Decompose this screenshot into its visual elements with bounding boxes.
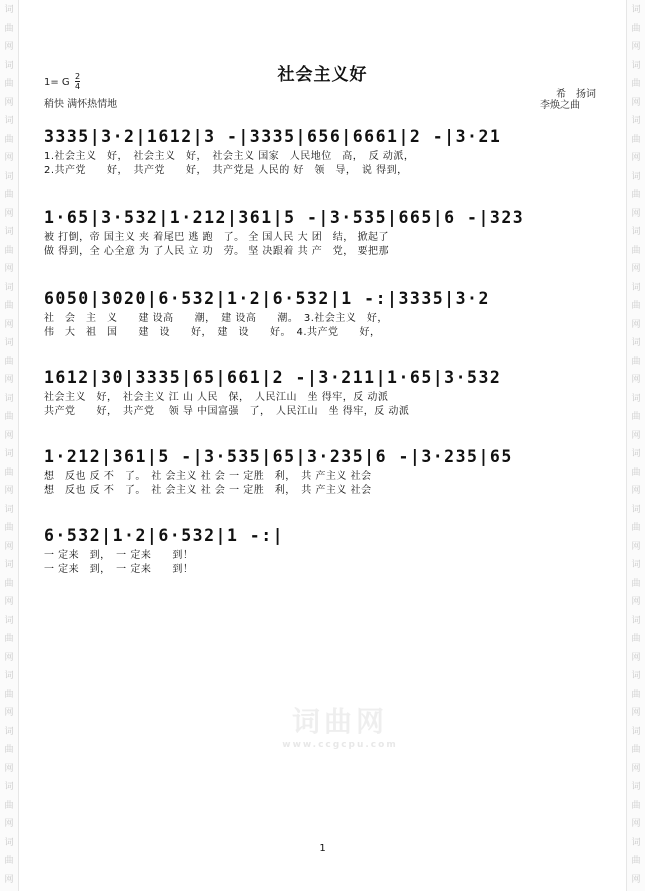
- watermark-glyph: 网: [631, 319, 641, 330]
- numbered-notation: 3335|3·2|1612|3 -|3335|656|6661|2 -|3·21: [44, 127, 502, 146]
- watermark-glyph: 词: [631, 393, 641, 404]
- watermark-glyph: 词: [4, 615, 14, 626]
- time-signature: [75, 72, 80, 91]
- watermark-glyph: 网: [631, 763, 641, 774]
- watermark-glyph: 曲: [631, 745, 641, 755]
- watermark-glyph: 曲: [631, 689, 641, 700]
- numbered-notation: 1·65|3·532|1·212|361|5 -|3·535|665|6 -|323: [44, 208, 525, 227]
- watermark-glyph: 曲: [631, 190, 641, 200]
- watermark-glyph: 网: [4, 430, 14, 441]
- watermark-glyph: 曲: [4, 79, 14, 89]
- watermark-glyph: 曲: [4, 412, 14, 422]
- numbered-notation: 6·532|1·2|6·532|1 -:|: [44, 526, 285, 545]
- watermark-glyph: 词: [4, 560, 14, 570]
- numbered-notation: 6050|3020|6·532|1·2|6·532|1 -:|3335|3·2: [44, 289, 490, 308]
- watermark-glyph: 词: [631, 837, 641, 848]
- music-row: [44, 444, 602, 498]
- watermark-glyph: 曲: [4, 800, 14, 811]
- watermark-glyph: 曲: [631, 856, 641, 866]
- watermark-glyph: 网: [4, 652, 14, 663]
- watermark-glyph: 网: [631, 208, 641, 219]
- watermark-glyph: 曲: [4, 134, 14, 145]
- watermark-glyph: 词: [4, 5, 14, 15]
- page-number: 1: [319, 843, 326, 854]
- watermark-glyph: 词: [4, 60, 14, 71]
- tempo-marking: 稍快 满怀热情地: [44, 99, 118, 110]
- music-row: [44, 286, 602, 340]
- watermark-glyph: 曲: [631, 79, 641, 89]
- watermark-glyph: 曲: [4, 745, 14, 755]
- watermark-glyph: 词: [4, 837, 14, 848]
- watermark-glyph: 网: [631, 874, 641, 885]
- composer-credit: 李焕之曲: [540, 100, 580, 111]
- music-row: [44, 205, 602, 259]
- lyric-line-1: 一 定来 到， 一 定来 到！: [44, 550, 194, 561]
- watermark-glyph: 曲: [4, 856, 14, 866]
- watermark-glyph: 曲: [631, 634, 641, 644]
- watermark-glyph: 曲: [4, 467, 14, 478]
- watermark-glyph: 词: [631, 116, 641, 126]
- watermark-glyph: 词: [4, 227, 14, 237]
- watermark-glyph: 网: [4, 97, 14, 108]
- watermark-glyph: 词: [631, 671, 641, 681]
- watermark-glyph: 曲: [4, 301, 14, 311]
- watermark-glyph: 词: [631, 449, 641, 459]
- lyric-line-1: 1.社会主义 好， 社会主义 好， 社会主义 国家 人民地位 高， 反 动派，: [44, 151, 415, 162]
- watermark-glyph: 词: [4, 782, 14, 792]
- watermark-glyph: 曲: [4, 190, 14, 200]
- watermark-glyph: 网: [631, 153, 641, 163]
- watermark-glyph: 词: [4, 116, 14, 126]
- watermark-glyph: 词: [4, 393, 14, 404]
- watermark-glyph: 曲: [4, 245, 14, 256]
- watermark-glyph: 曲: [4, 578, 14, 589]
- lyric-line-2: 伟 大 祖 国 建 设 好， 建 设 好。 4.共产党 好，: [44, 327, 381, 338]
- watermark-glyph: 网: [631, 430, 641, 441]
- watermark-glyph: 词: [4, 171, 14, 182]
- watermark-glyph: 词: [4, 449, 14, 459]
- watermark-glyph: 网: [631, 597, 641, 607]
- watermark-glyph: 网: [631, 708, 641, 718]
- watermark-glyph: 网: [631, 375, 641, 385]
- watermark-glyph: 曲: [631, 800, 641, 811]
- lyric-line-2: 想 反也 反 不 了。 社 会主义 社 会 一 定胜 利， 共 产主义 社会: [44, 485, 372, 496]
- watermark-glyph: 词: [631, 504, 641, 515]
- watermark-glyph: 词: [631, 171, 641, 182]
- key-signature: 1= G: [44, 77, 70, 88]
- lyric-line-1: 社 会 主 义 建 设高 潮， 建 设高 潮。 3.社会主义 好，: [44, 313, 388, 324]
- watermark-glyph: 词: [631, 5, 641, 15]
- numbered-notation: 1612|30|3335|65|661|2 -|3·211|1·65|3·532: [44, 368, 502, 387]
- lyric-line-1: 社会主义 好， 社会主义 江 山 人民 保， 人民江山 坐 得牢，反 动派: [44, 392, 389, 403]
- watermark-glyph: 曲: [4, 356, 14, 367]
- right-watermark-strip: [626, 0, 645, 891]
- watermark-glyph: 曲: [4, 689, 14, 700]
- left-watermark-strip: [0, 0, 19, 891]
- watermark-glyph: 网: [4, 319, 14, 330]
- watermark-glyph: 曲: [4, 523, 14, 533]
- watermark-glyph: 网: [631, 486, 641, 496]
- watermark-glyph: 词: [631, 560, 641, 570]
- center-watermark: 词曲网 www.ccgcpu.com: [282, 705, 398, 750]
- watermark-glyph: 网: [631, 264, 641, 274]
- watermark-glyph: 网: [4, 541, 14, 552]
- watermark-glyph: 词: [631, 782, 641, 792]
- watermark-glyph: 词: [4, 338, 14, 348]
- watermark-glyph: 曲: [631, 301, 641, 311]
- watermark-glyph: 网: [4, 208, 14, 219]
- watermark-glyph: 网: [631, 819, 641, 829]
- watermark-glyph: 词: [4, 282, 14, 293]
- watermark-glyph: 曲: [4, 634, 14, 644]
- watermark-glyph: 网: [4, 486, 14, 496]
- watermark-glyph: 曲: [631, 578, 641, 589]
- watermark-glyph: 曲: [631, 356, 641, 367]
- watermark-glyph: 词: [4, 504, 14, 515]
- time-signature-top: 2: [75, 72, 81, 81]
- lyric-line-2: 做 得到，全 心全意 为 了人民 立 功 劳。 坚 决跟着 共 产 党， 要把那: [44, 246, 389, 257]
- watermark-glyph: 网: [4, 375, 14, 385]
- watermark-glyph: 词: [631, 60, 641, 71]
- lyric-line-1: 想 反也 反 不 了。 社 会主义 社 会 一 定胜 利， 共 产主义 社会: [44, 471, 372, 482]
- watermark-glyph: 词: [4, 726, 14, 737]
- music-row: [44, 365, 602, 419]
- lyric-line-2: 共产党 好， 共产党 领 导 中国富强 了， 人民江山 坐 得牢，反 动派: [44, 406, 410, 417]
- song-title: 社会主义好: [277, 65, 368, 85]
- watermark-glyph: 网: [4, 153, 14, 163]
- lyric-line-1: 被 打倒，帝 国主义 夹 着尾巴 逃 跑 了。 全 国人民 大 团 结， 掀起了: [44, 232, 389, 243]
- watermark-glyph: 曲: [631, 23, 641, 34]
- watermark-glyph: 网: [4, 708, 14, 718]
- watermark-glyph: 网: [4, 264, 14, 274]
- watermark-glyph: 曲: [631, 412, 641, 422]
- watermark-glyph: 曲: [631, 523, 641, 533]
- watermark-glyph: 词: [631, 726, 641, 737]
- time-signature-bottom: 4: [75, 82, 81, 91]
- watermark-glyph: 词: [631, 227, 641, 237]
- watermark-glyph: 曲: [631, 134, 641, 145]
- watermark-glyph: 曲: [4, 23, 14, 34]
- watermark-glyph: 网: [4, 42, 14, 52]
- watermark-glyph: 网: [631, 97, 641, 108]
- watermark-glyph: 词: [631, 282, 641, 293]
- numbered-notation: 1·212|361|5 -|3·535|65|3·235|6 -|3·235|65: [44, 447, 513, 466]
- watermark-glyph: 网: [631, 652, 641, 663]
- watermark-glyph: 网: [4, 597, 14, 607]
- watermark-glyph: 曲: [631, 245, 641, 256]
- lyricist-credit: 希 扬词: [556, 89, 596, 100]
- watermark-glyph: 词: [631, 338, 641, 348]
- music-row: [44, 523, 602, 577]
- watermark-glyph: 网: [4, 763, 14, 774]
- watermark-glyph: 曲: [631, 467, 641, 478]
- watermark-glyph: 词: [4, 671, 14, 681]
- watermark-glyph: 网: [4, 819, 14, 829]
- lyric-line-2: 2.共产党 好， 共产党 好， 共产党是 人民的 好 领 导， 说 得到，: [44, 165, 408, 176]
- watermark-glyph: 网: [4, 874, 14, 885]
- watermark-glyph: 词: [631, 615, 641, 626]
- watermark-glyph: 网: [631, 541, 641, 552]
- lyric-line-2: 一 定来 到， 一 定来 到！: [44, 564, 194, 575]
- watermark-glyph: 网: [631, 42, 641, 52]
- music-row: [44, 124, 602, 178]
